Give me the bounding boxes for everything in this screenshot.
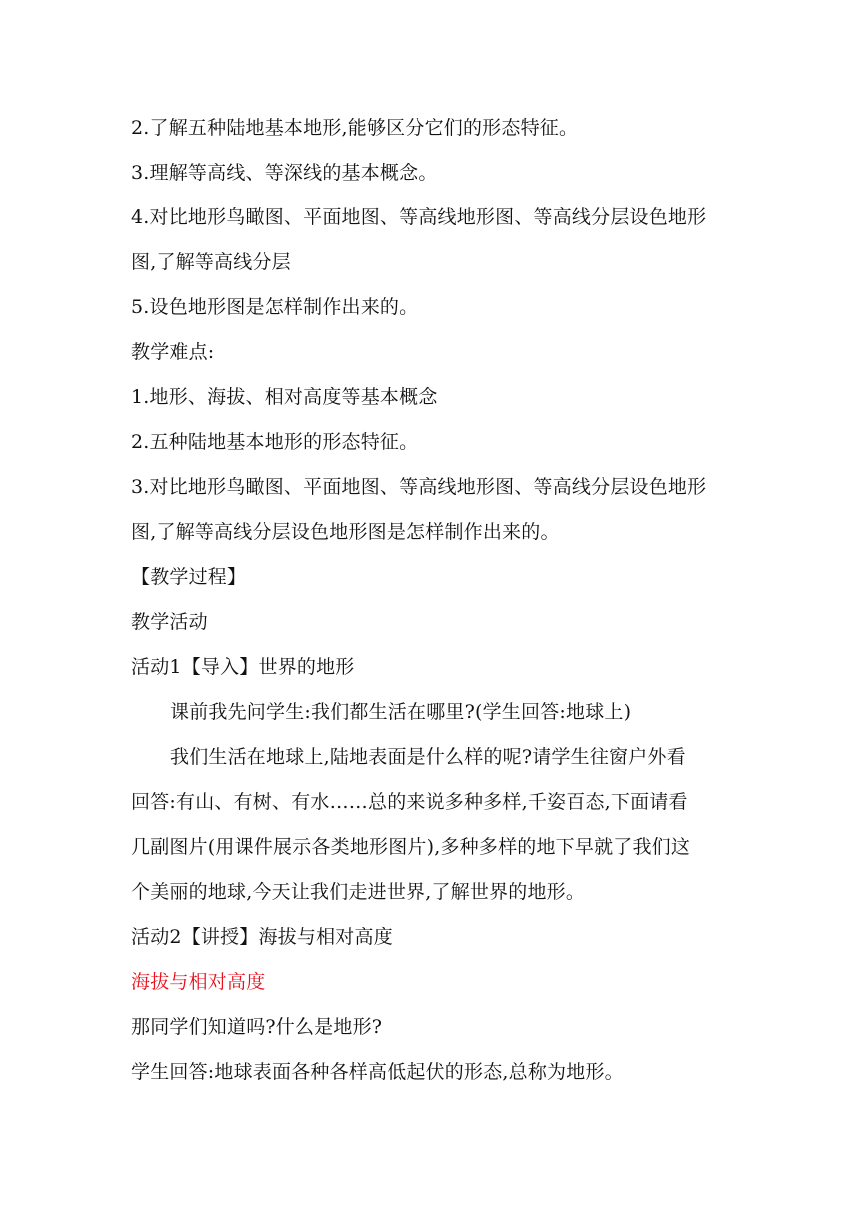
activity-1-paragraph-2-line-4: 个美丽的地球,今天让我们走进世界,了解世界的地形。 bbox=[131, 881, 586, 903]
teaching-process-heading: 【教学过程】 bbox=[131, 566, 247, 588]
section-heading-red: 海拔与相对高度 bbox=[131, 971, 266, 993]
difficulty-line-3: 3.对比地形鸟瞰图、平面地图、等高线地形图、等高线分层设色地形 bbox=[131, 476, 707, 498]
difficulty-line-1: 1.地形、海拔、相对高度等基本概念 bbox=[131, 386, 438, 408]
activity-1-paragraph-2-line-2: 回答:有山、有树、有水……总的来说多种多样,千姿百态,下面请看 bbox=[131, 791, 688, 813]
difficulty-line-3-continued: 图,了解等高线分层设色地形图是怎样制作出来的。 bbox=[131, 521, 560, 543]
objective-line-4: 4.对比地形鸟瞰图、平面地图、等高线地形图、等高线分层设色地形 bbox=[131, 206, 707, 228]
difficulty-line-2: 2.五种陆地基本地形的形态特征。 bbox=[131, 431, 419, 453]
objective-line-3: 3.理解等高线、等深线的基本概念。 bbox=[131, 162, 438, 184]
activity-1-paragraph-1: 课前我先问学生:我们都生活在哪里?(学生回答:地球上) bbox=[170, 701, 632, 723]
objective-line-4-continued: 图,了解等高线分层 bbox=[131, 251, 291, 273]
teaching-activities-heading: 教学活动 bbox=[131, 611, 208, 633]
objective-line-5: 5.设色地形图是怎样制作出来的。 bbox=[131, 296, 419, 318]
question-line: 那同学们知道吗?什么是地形? bbox=[131, 1016, 383, 1038]
activity-2-heading: 活动2【讲授】海拔与相对高度 bbox=[131, 926, 393, 948]
objective-line-2: 2.了解五种陆地基本地形,能够区分它们的形态特征。 bbox=[131, 117, 579, 139]
student-answer-line: 学生回答:地球表面各种各样高低起伏的形态,总称为地形。 bbox=[131, 1061, 624, 1083]
activity-1-heading: 活动1【导入】世界的地形 bbox=[131, 656, 355, 678]
difficulty-heading: 教学难点: bbox=[131, 341, 215, 363]
activity-1-paragraph-2-line-3: 几副图片(用课件展示各类地形图片),多种多样的地下早就了我们这 bbox=[131, 836, 691, 858]
activity-1-paragraph-2-line-1: 我们生活在地球上,陆地表面是什么样的呢?请学生往窗户外看 bbox=[170, 746, 686, 768]
